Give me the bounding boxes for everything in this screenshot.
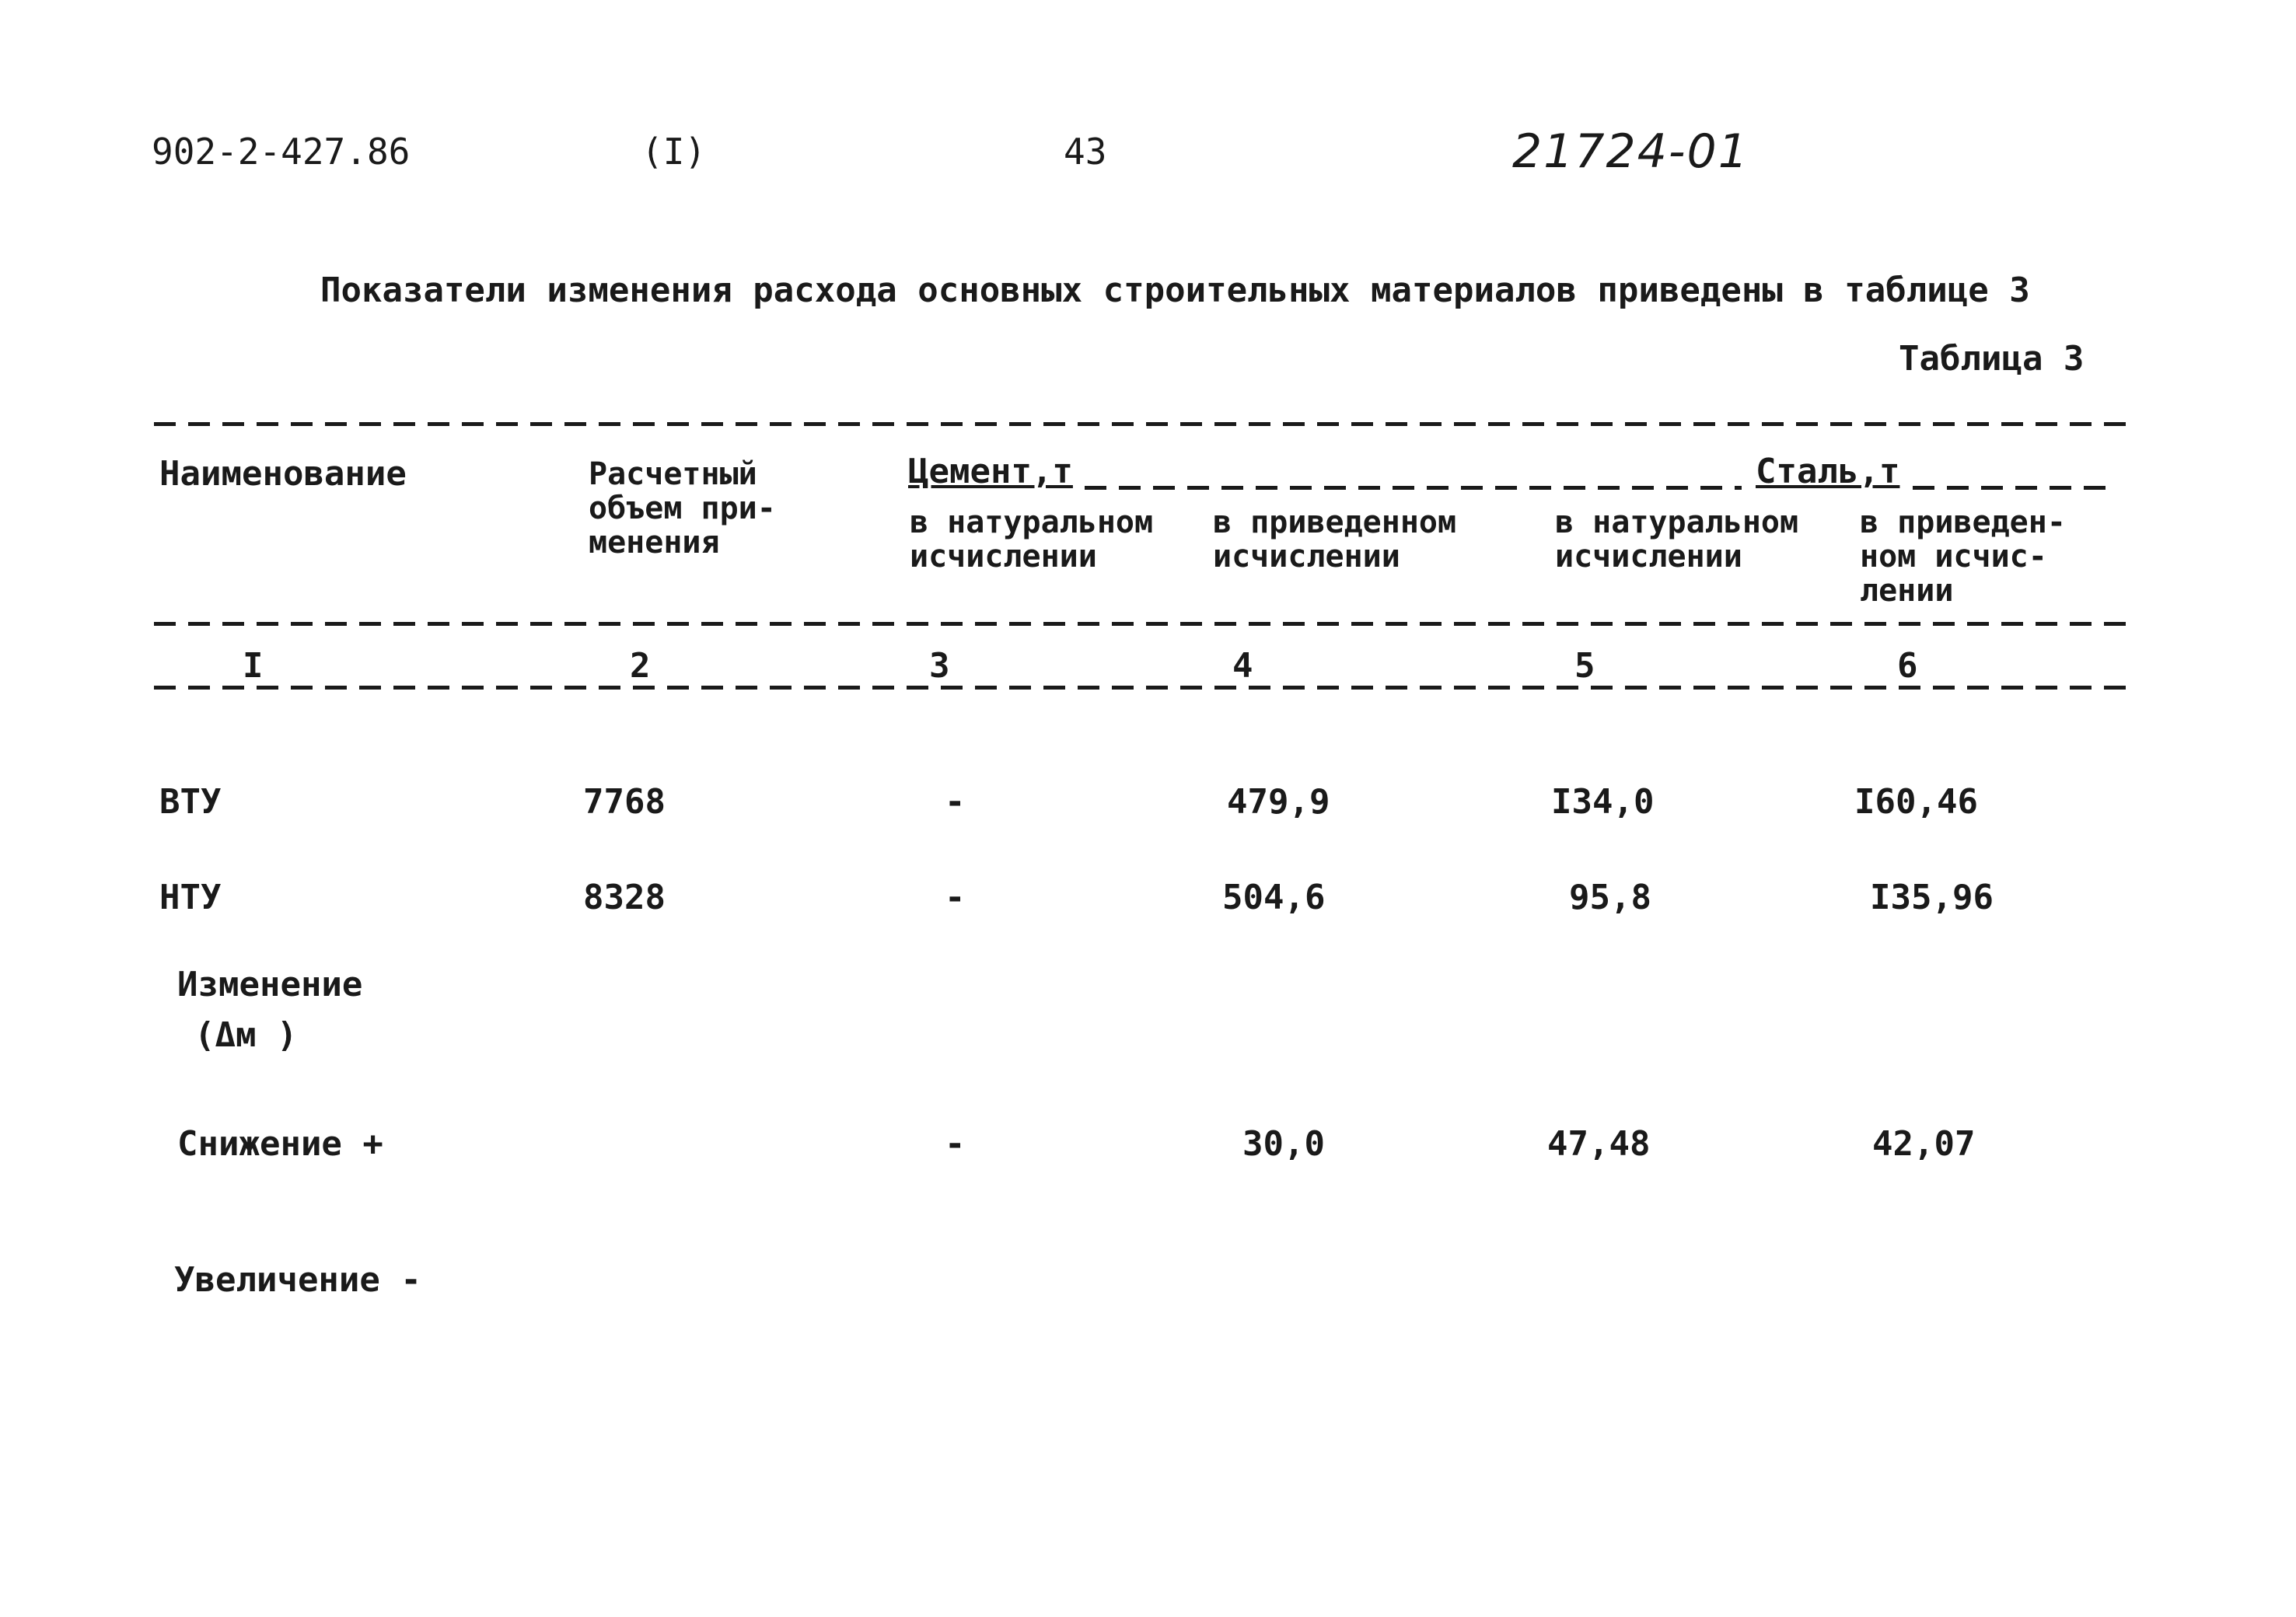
decrease-steel-reduced: 42,07 <box>1872 1124 1976 1164</box>
table-cell-volume: 7768 <box>583 782 666 822</box>
column-number-6: 6 <box>1897 646 1918 686</box>
column-number-1: I <box>243 646 264 686</box>
table-row-name: НТУ <box>159 878 222 917</box>
decrease-cement-reduced: 30,0 <box>1242 1124 1325 1164</box>
header-bottom-rule <box>154 622 2127 626</box>
column-number-4: 4 <box>1232 646 1253 686</box>
increase-label: Увеличение - <box>174 1260 421 1300</box>
table-cell-cement-natural: - <box>945 782 966 822</box>
page-number: 43 <box>1064 131 1107 173</box>
column-numbers-rule <box>154 686 2127 690</box>
document-code: 902-2-427.86 <box>152 131 411 173</box>
decrease-steel-natural: 47,48 <box>1547 1124 1651 1164</box>
change-label: Изменение <box>177 965 363 1004</box>
table-cell-steel-natural: 95,8 <box>1569 878 1651 917</box>
column-header-cement-reduced: в приведенном исчислении <box>1213 505 1457 575</box>
column-header-cement-natural: в натуральном исчислении <box>910 505 1154 575</box>
table-label: Таблица 3 <box>1899 339 2085 379</box>
column-header-name: Наименование <box>159 454 407 494</box>
table-cell-cement-reduced: 504,6 <box>1222 878 1326 917</box>
part-number: (I) <box>641 131 707 173</box>
table-cell-volume: 8328 <box>583 878 666 917</box>
column-number-5: 5 <box>1574 646 1595 686</box>
table-cell-cement-reduced: 479,9 <box>1227 782 1330 822</box>
intro-text: Показатели изменения расхода основных строительных материалов приведены в таблице 3 <box>320 271 2030 310</box>
handwritten-number: 21724-01 <box>1512 124 1749 179</box>
decrease-label: Снижение + <box>177 1124 383 1164</box>
column-header-volume: Расчетный объем при- менения <box>589 456 776 561</box>
table-row-name: ВТУ <box>159 782 222 822</box>
decrease-cement-natural: - <box>945 1124 966 1164</box>
column-number-2: 2 <box>630 646 651 686</box>
table-top-rule <box>154 422 2127 426</box>
table-cell-steel-reduced: I60,46 <box>1854 782 1978 822</box>
group-rule-end <box>1913 486 2107 490</box>
table-cell-steel-natural: I34,0 <box>1551 782 1655 822</box>
column-header-steel-reduced: в приведен- ном исчис- лении <box>1860 505 2066 609</box>
column-group-cement: Цемент,т <box>908 452 1073 491</box>
table-cell-steel-reduced: I35,96 <box>1870 878 1994 917</box>
group-rule <box>1085 486 1742 490</box>
column-header-steel-natural: в натуральном исчислении <box>1555 505 1799 575</box>
column-number-3: 3 <box>929 646 950 686</box>
table-cell-cement-natural: - <box>945 878 966 917</box>
column-group-steel: Сталь,т <box>1756 452 1900 491</box>
change-symbol: (Δм ) <box>194 1015 298 1055</box>
